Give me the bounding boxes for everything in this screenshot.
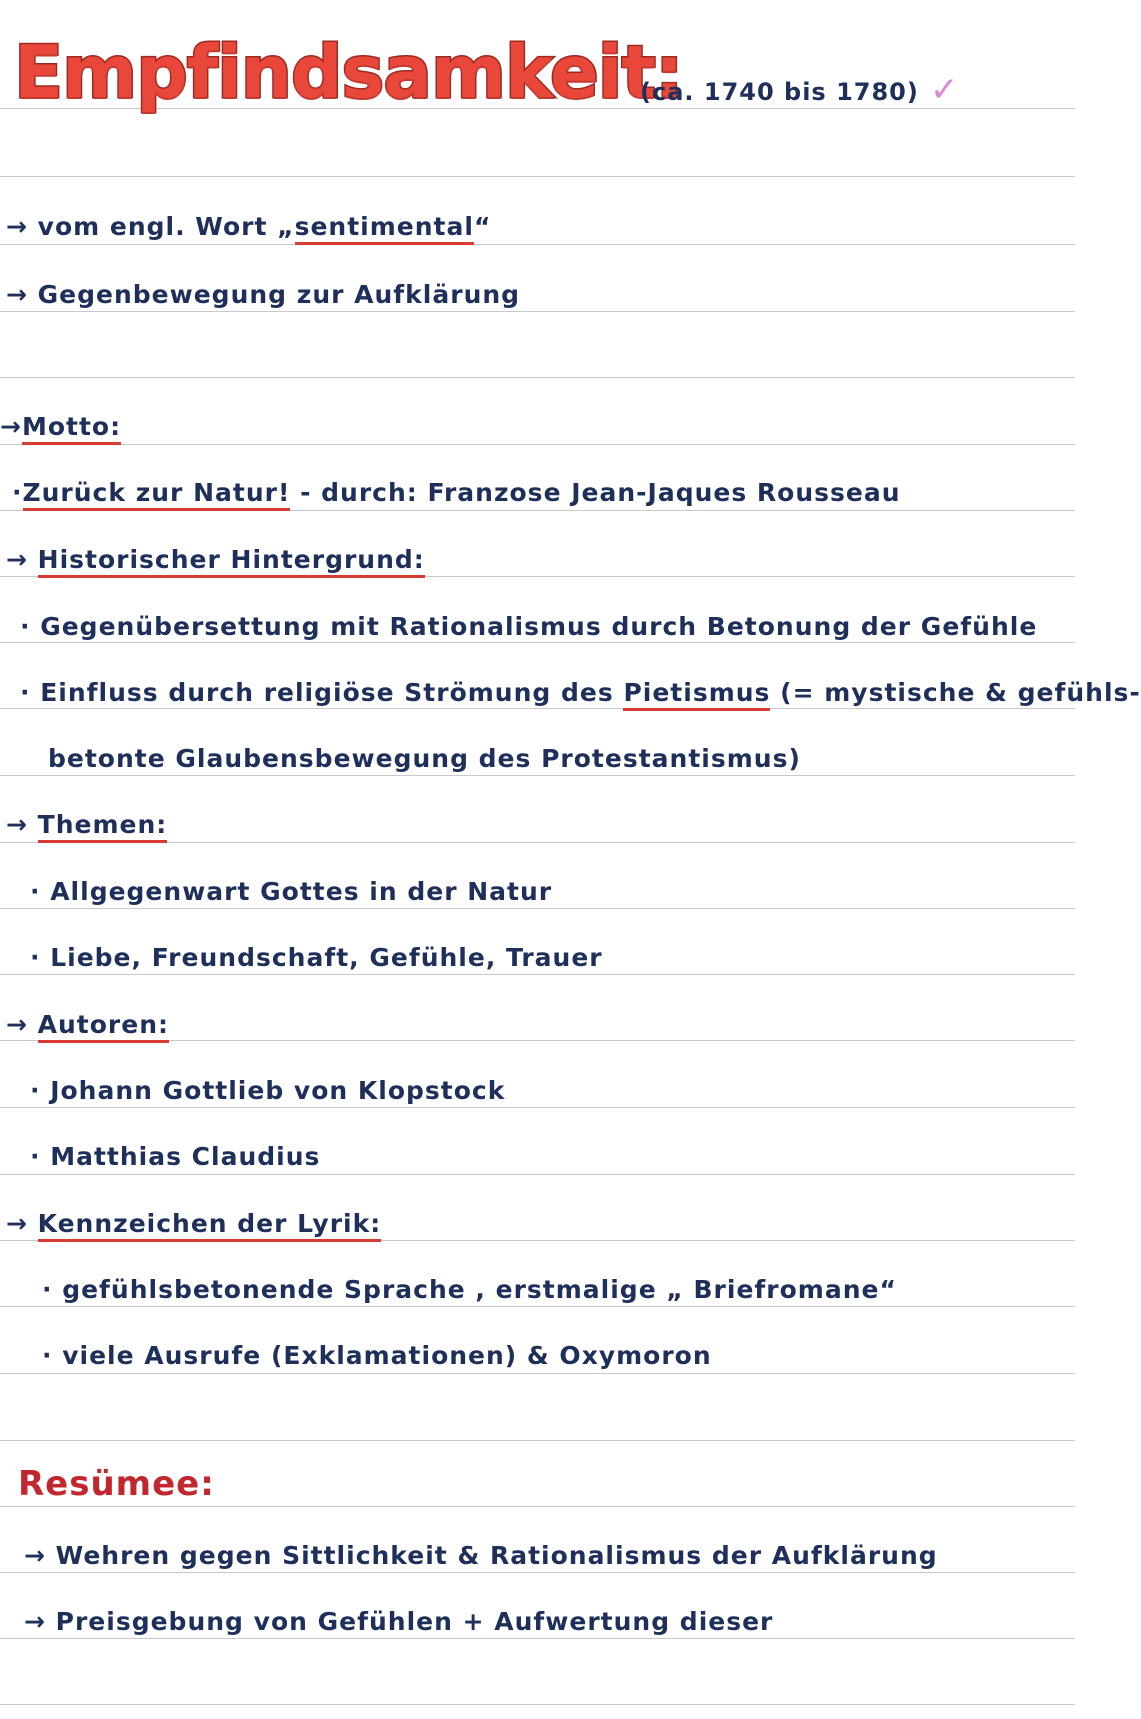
notebook-rule [0,708,1075,709]
history-item-2-term: Pietismus [623,678,770,711]
notebook-rule [0,908,1075,909]
motto-heading: Motto: [22,412,121,445]
themes-heading: Themen: [38,810,168,843]
themes-item-1: · Allgegenwart Gottes in der Natur [30,877,553,906]
history-item-1: · Gegenübersettung mit Rationalismus durch Betonung der Gefühle [20,612,1038,641]
counter-movement-line: → Gegenbewegung zur Aufklärung [6,280,521,309]
notebook-rule [0,176,1075,177]
notebook-rule [0,1373,1075,1374]
notebook-rule [0,775,1075,776]
summary-point-2: → Preisgebung von Gefühlen + Aufwertung dieser [24,1607,774,1636]
history-arrow: → [6,545,38,574]
lyric-item-1-suffix: “ [879,1275,897,1304]
notebook-rule [0,974,1075,975]
notebook-rule [0,1638,1075,1639]
authors-arrow: → [6,1010,38,1039]
history-heading-line [6,545,425,574]
lyric-heading: Kennzeichen der Lyrik: [38,1209,382,1242]
notebook-rule [0,311,1075,312]
history-item-2-continuation: betonte Glaubensbewegung des Protestantismus) [48,744,801,773]
authors-heading: Autoren: [38,1010,169,1043]
origin-prefix: → vom engl. Wort „ [6,212,295,241]
notebook-rule [0,642,1075,643]
date-range: (ca. 1740 bis 1780) [640,78,919,106]
notebook-rule [0,1440,1075,1441]
notebook-rule [0,444,1075,445]
origin-word: sentimental [295,212,474,245]
notebook-rule [0,244,1075,245]
notebook-rule [0,1107,1075,1108]
lyric-item-1-prefix: · gefühlsbetonende Sprache , erstmalige „ [42,1275,694,1304]
notebook-rule [0,1704,1075,1705]
lyric-item-2: · viele Ausrufe (Exklamationen) & Oxymoron [42,1341,712,1370]
history-item-2-suffix: (= mystische & gefühls- [770,678,1141,707]
motto-bullet: · [12,478,23,507]
notebook-rule [0,377,1075,378]
lyric-item-1-term: Briefromane [693,1275,880,1304]
lyric-item-1 [42,1275,897,1304]
lyric-heading-line [6,1209,381,1238]
motto-arrow: → [0,412,22,441]
motto-heading-line [0,412,121,441]
notebook-rule [0,1306,1075,1307]
notebook-rule [0,1174,1075,1175]
notebook-rule [0,1572,1075,1573]
lyric-arrow: → [6,1209,38,1238]
motto-rest: - durch: Franzose Jean-Jaques Rousseau [290,478,901,507]
history-heading: Historischer Hintergrund: [38,545,425,578]
history-item-2 [20,678,1141,707]
origin-line [6,212,491,241]
notebook-rule [0,1506,1075,1507]
summary-heading: Resümee: [18,1464,215,1504]
history-item-2-prefix: · Einfluss durch religiöse Strömung des [20,678,624,707]
authors-heading-line [6,1010,169,1039]
motto-phrase: Zurück zur Natur! [23,478,291,511]
page-title: Empfindsamkeit: [14,30,683,114]
authors-item-1: · Johann Gottlieb von Klopstock [30,1076,506,1105]
authors-item-2: · Matthias Claudius [30,1142,321,1171]
themes-heading-line [6,810,167,839]
check-mark-icon: ✓ [930,70,959,110]
themes-item-2: · Liebe, Freundschaft, Gefühle, Trauer [30,943,603,972]
origin-suffix: “ [473,212,492,241]
summary-point-1: → Wehren gegen Sittlichkeit & Rationalismus der Aufklärung [24,1541,938,1570]
themes-arrow: → [6,810,38,839]
motto-line [12,478,901,507]
